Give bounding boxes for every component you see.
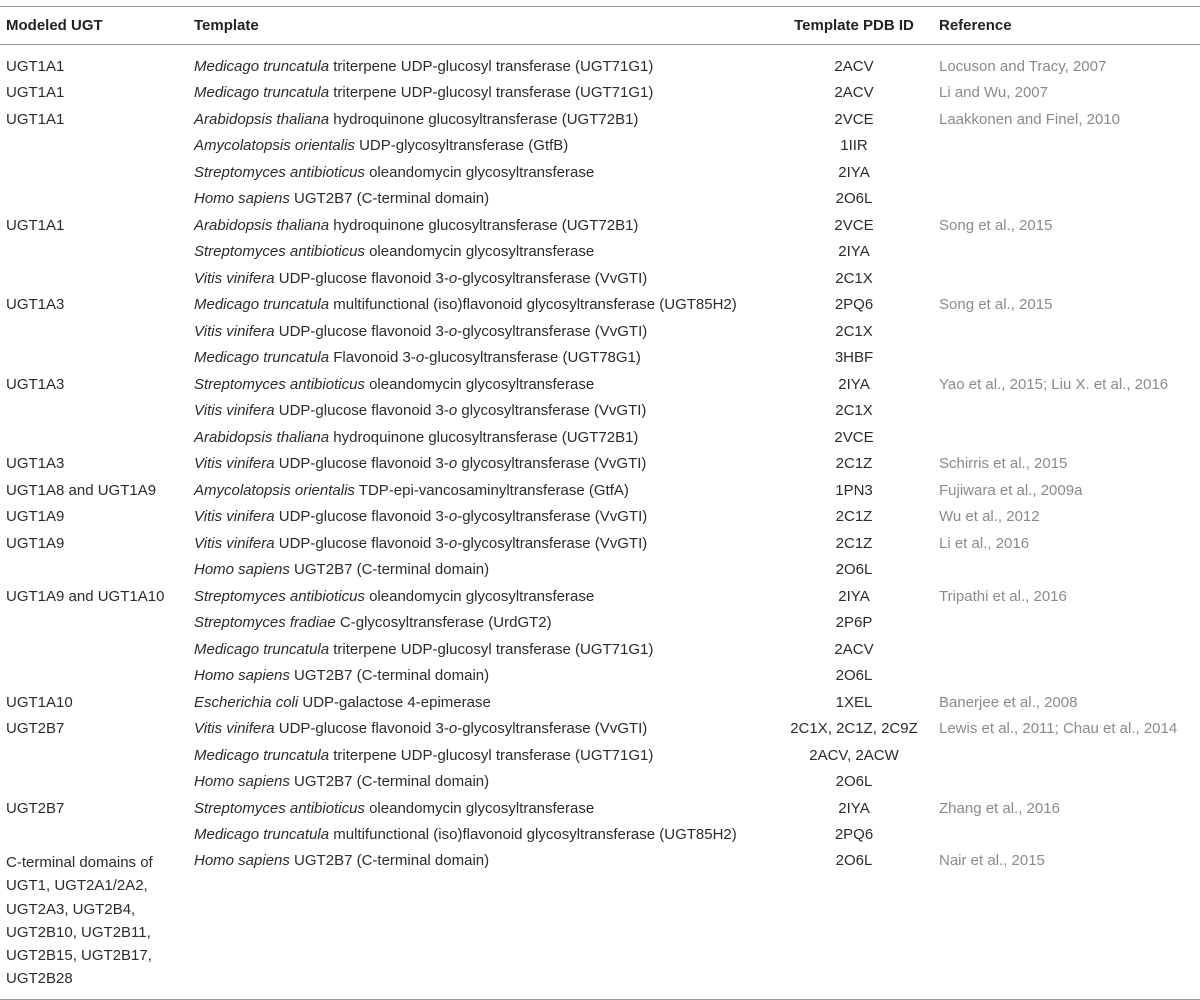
species-name: Vitis vinifera <box>194 534 275 552</box>
table-row <box>0 451 1200 478</box>
template-description: hydroquinone glucosyltransferase (UGT72B1) <box>329 110 639 128</box>
modeled-ugt-cell <box>0 742 188 769</box>
template-cell <box>188 636 775 663</box>
pdb-id-cell: 2VCE <box>834 110 874 128</box>
template-description-suffix: -glucosyltransferase (UGT78G1) <box>424 349 641 367</box>
reference-cell <box>933 769 1200 796</box>
template-cell <box>188 557 775 584</box>
template-description-suffix: -glycosyltransferase (VvGTI) <box>457 508 648 526</box>
species-name: Streptomyces antibioticus <box>194 587 365 605</box>
template-description-suffix: glycosyltransferase (VvGTI) <box>457 455 647 473</box>
template-cell <box>188 716 775 743</box>
species-name: Vitis vinifera <box>194 455 275 473</box>
table-row <box>0 318 1200 345</box>
template-description: oleandomycin glycosyltransferase <box>364 375 595 393</box>
template-cell <box>188 345 775 372</box>
italic-o: o <box>415 349 425 367</box>
template-cell <box>188 769 775 796</box>
species-name: Streptomyces fradiae <box>194 614 336 632</box>
species-name: Vitis vinifera <box>194 508 275 526</box>
template-description: triterpene UDP-glucosyl transferase (UGT71G1) <box>329 640 654 658</box>
template-cell <box>188 159 775 186</box>
table-row <box>0 848 1200 999</box>
modeled-ugt-cell <box>0 610 188 637</box>
table-row <box>0 265 1200 292</box>
reference-cell <box>933 318 1200 345</box>
template-description: UDP-galactose 4-epimerase <box>298 693 491 711</box>
table-row <box>0 345 1200 372</box>
table-row <box>0 530 1200 557</box>
modeled-ugt-cell <box>0 265 188 292</box>
pdb-id-cell: 2VCE <box>834 216 874 234</box>
pdb-id-cell: 2VCE <box>834 428 874 446</box>
table-row <box>0 583 1200 610</box>
template-description: UDP-glucose flavonoid 3- <box>274 508 449 526</box>
reference-cell <box>933 133 1200 160</box>
template-description: UDP-glucose flavonoid 3- <box>274 322 449 340</box>
pdb-id-cell: 2O6L <box>775 848 933 999</box>
template-description: hydroquinone glucosyltransferase (UGT72B1) <box>329 216 639 234</box>
template-description: oleandomycin glycosyltransferase <box>364 243 595 261</box>
template-description: UDP-glycosyltransferase (GtfB) <box>354 137 569 155</box>
template-cell <box>188 689 775 716</box>
table-row <box>0 133 1200 160</box>
template-description: UDP-glucose flavonoid 3- <box>274 269 449 287</box>
pdb-id-cell: 1XEL <box>835 693 873 711</box>
template-description: UGT2B7 (C-terminal domain) <box>289 667 490 685</box>
pdb-id-cell: 2PQ6 <box>834 826 874 844</box>
reference-cell: Laakkonen and Finel, 2010 <box>939 110 1120 128</box>
modeled-ugt-cell: UGT1A3 <box>6 455 65 473</box>
modeled-ugt-cell: UGT1A3 <box>6 375 65 393</box>
template-cell <box>188 318 775 345</box>
modeled-ugt-cell: UGT1A8 and UGT1A9 <box>6 481 157 499</box>
table-row <box>0 557 1200 584</box>
template-cell <box>188 398 775 425</box>
table-row <box>0 769 1200 796</box>
species-name: Amycolatopsis orientalis <box>194 481 355 499</box>
template-cell <box>188 742 775 769</box>
modeled-ugt-cell: UGT1A1 <box>6 57 65 75</box>
species-name: Medicago truncatula <box>194 57 330 75</box>
table-row <box>0 610 1200 637</box>
modeled-ugt-cell <box>0 345 188 372</box>
template-cell <box>188 133 775 160</box>
species-name: Medicago truncatula <box>194 640 330 658</box>
reference-cell: Yao et al., 2015; Liu X. et al., 2016 <box>939 375 1169 393</box>
table-row <box>0 371 1200 398</box>
modeled-ugt-cell: UGT1A3 <box>6 296 65 314</box>
modeled-ugt-cell <box>0 239 188 266</box>
modeled-ugt-cell: UGT2B7 <box>6 799 65 817</box>
table-row <box>0 106 1200 133</box>
species-name: Streptomyces antibioticus <box>194 163 365 181</box>
modeled-ugt-cell <box>0 663 188 690</box>
modeled-ugt-cell: UGT1A1 <box>6 110 65 128</box>
template-cell <box>188 292 775 319</box>
species-name: Arabidopsis thaliana <box>194 110 330 128</box>
reference-cell: Locuson and Tracy, 2007 <box>939 57 1107 75</box>
table-row <box>0 186 1200 213</box>
template-description-suffix: -glycosyltransferase (VvGTI) <box>457 269 648 287</box>
pdb-id-cell: 2P6P <box>835 614 873 632</box>
modeled-ugt-cell: UGT1A9 <box>6 534 65 552</box>
italic-o: o <box>448 402 458 420</box>
template-description: UGT2B7 (C-terminal domain) <box>289 561 490 579</box>
reference-cell <box>933 636 1200 663</box>
template-cell <box>188 239 775 266</box>
reference-cell <box>933 345 1200 372</box>
table-row <box>0 477 1200 504</box>
italic-o: o <box>448 508 458 526</box>
table-row <box>0 398 1200 425</box>
reference-cell <box>933 159 1200 186</box>
template-cell <box>188 265 775 292</box>
pdb-id-cell: 2IYA <box>838 243 870 261</box>
pdb-id-cell: 2C1X <box>835 269 873 287</box>
modeled-ugt-cell <box>0 424 188 451</box>
header-reference: Reference <box>933 7 1200 45</box>
modeled-ugt-cell: UGT2B7 <box>6 720 65 738</box>
template-description: UGT2B7 (C-terminal domain) <box>289 852 490 869</box>
reference-cell: Fujiwara et al., 2009a <box>939 481 1083 499</box>
template-description: multifunctional (iso)flavonoid glycosyltransferase (UGT85H2) <box>329 826 737 844</box>
template-description: hydroquinone glucosyltransferase (UGT72B1) <box>329 428 639 446</box>
species-name: Amycolatopsis orientalis <box>194 137 355 155</box>
template-cell <box>188 822 775 849</box>
pdb-id-cell: 2C1Z <box>835 534 873 552</box>
template-description: UDP-glucose flavonoid 3- <box>274 402 449 420</box>
pdb-id-cell: 2C1X, 2C1Z, 2C9Z <box>790 720 918 738</box>
template-cell <box>188 530 775 557</box>
modeled-ugt-cell: UGT1A9 and UGT1A10 <box>6 587 165 605</box>
reference-cell <box>933 424 1200 451</box>
template-cell <box>188 663 775 690</box>
pdb-id-cell: 2PQ6 <box>834 296 874 314</box>
reference-cell: Li et al., 2016 <box>939 534 1030 552</box>
pdb-id-cell: 2IYA <box>838 587 870 605</box>
species-name: Medicago truncatula <box>194 826 330 844</box>
pdb-id-cell: 2C1Z <box>835 508 873 526</box>
table-row <box>0 822 1200 849</box>
template-cell <box>188 106 775 133</box>
table-row <box>0 795 1200 822</box>
pdb-id-cell: 2C1X <box>835 402 873 420</box>
template-cell <box>188 795 775 822</box>
template-description-suffix: -glycosyltransferase (VvGTI) <box>457 322 648 340</box>
pdb-id-cell: 2O6L <box>835 190 873 208</box>
table-row <box>0 663 1200 690</box>
table-row <box>0 212 1200 239</box>
template-cell <box>188 504 775 531</box>
header-modeled-ugt: Modeled UGT <box>0 7 188 45</box>
template-description: multifunctional (iso)flavonoid glycosyltransferase (UGT85H2) <box>329 296 737 314</box>
table-row <box>0 45 1200 80</box>
pdb-id-cell: 2IYA <box>838 375 870 393</box>
pdb-id-cell: 2ACV <box>834 57 874 75</box>
pdb-id-cell: 2O6L <box>835 773 873 791</box>
template-cell <box>188 451 775 478</box>
pdb-id-cell: 2O6L <box>835 561 873 579</box>
italic-o: o <box>448 534 458 552</box>
template-description: oleandomycin glycosyltransferase <box>364 587 595 605</box>
template-description: triterpene UDP-glucosyl transferase (UGT71G1) <box>329 57 654 75</box>
modeled-ugt-cell <box>0 159 188 186</box>
species-name: Streptomyces antibioticus <box>194 243 365 261</box>
pdb-id-cell: 1IIR <box>840 137 868 155</box>
template-description: oleandomycin glycosyltransferase <box>364 799 595 817</box>
template-cell <box>188 371 775 398</box>
template-cell <box>188 186 775 213</box>
template-cell <box>188 583 775 610</box>
template-description: UDP-glucose flavonoid 3- <box>274 720 449 738</box>
reference-cell: Tripathi et al., 2016 <box>939 587 1067 605</box>
species-name: Homo sapiens <box>194 852 290 869</box>
reference-cell: Zhang et al., 2016 <box>939 799 1060 817</box>
modeled-ugt-cell <box>0 186 188 213</box>
species-name: Homo sapiens <box>194 667 290 685</box>
template-description: Flavonoid 3- <box>329 349 416 367</box>
species-name: Arabidopsis thaliana <box>194 216 330 234</box>
template-description-suffix: glycosyltransferase (VvGTI) <box>457 402 647 420</box>
template-description: UGT2B7 (C-terminal domain) <box>289 773 490 791</box>
template-description: oleandomycin glycosyltransferase <box>364 163 595 181</box>
pdb-id-cell: 2C1Z <box>835 455 873 473</box>
table-row <box>0 504 1200 531</box>
template-description: TDP-epi-vancosaminyltransferase (GtfA) <box>354 481 629 499</box>
pdb-id-cell: 1PN3 <box>835 481 873 499</box>
italic-o: o <box>448 322 458 340</box>
species-name: Vitis vinifera <box>194 269 275 287</box>
modeled-ugt-cell <box>0 133 188 160</box>
reference-cell: Wu et al., 2012 <box>939 508 1040 526</box>
pdb-id-cell: 2IYA <box>838 799 870 817</box>
table-row <box>0 424 1200 451</box>
table-body <box>0 45 1200 1000</box>
italic-o: o <box>448 269 458 287</box>
modeled-ugt-cell <box>0 398 188 425</box>
reference-cell: Song et al., 2015 <box>939 216 1053 234</box>
reference-cell <box>933 557 1200 584</box>
pdb-id-cell: 2ACV <box>834 84 874 102</box>
reference-cell: Lewis et al., 2011; Chau et al., 2014 <box>939 720 1178 738</box>
modeled-ugt-cell: UGT1A1 <box>6 84 65 102</box>
table-row <box>0 80 1200 107</box>
species-name: Vitis vinifera <box>194 402 275 420</box>
table-row <box>0 716 1200 743</box>
species-name: Medicago truncatula <box>194 84 330 102</box>
reference-cell <box>933 398 1200 425</box>
modeled-ugt-cell <box>0 636 188 663</box>
template-description: C-glycosyltransferase (UrdGT2) <box>335 614 552 632</box>
species-name: Arabidopsis thaliana <box>194 428 330 446</box>
table-row <box>0 689 1200 716</box>
italic-o: o <box>448 455 458 473</box>
reference-cell: Nair et al., 2015 <box>933 848 1200 999</box>
header-template-pdb-id: Template PDB ID <box>775 7 933 45</box>
template-description: UGT2B7 (C-terminal domain) <box>289 190 490 208</box>
species-name: Escherichia coli <box>194 693 299 711</box>
template-cell <box>188 80 775 107</box>
reference-cell <box>933 663 1200 690</box>
template-cell <box>188 212 775 239</box>
modeled-ugt-cell: UGT1A1 <box>6 216 65 234</box>
species-name: Homo sapiens <box>194 561 290 579</box>
template-description: UDP-glucose flavonoid 3- <box>274 534 449 552</box>
reference-cell: Song et al., 2015 <box>939 296 1053 314</box>
header-row <box>0 7 1200 45</box>
species-name: Medicago truncatula <box>194 296 330 314</box>
reference-cell <box>933 822 1200 849</box>
template-description: triterpene UDP-glucosyl transferase (UGT71G1) <box>329 746 654 764</box>
pdb-id-cell: 2C1X <box>835 322 873 340</box>
modeled-ugt-cell: UGT1A10 <box>6 693 73 711</box>
template-description: triterpene UDP-glucosyl transferase (UGT71G1) <box>329 84 654 102</box>
header-template: Template <box>188 7 775 45</box>
table-row <box>0 239 1200 266</box>
species-name: Homo sapiens <box>194 190 290 208</box>
reference-cell: Li and Wu, 2007 <box>939 84 1048 102</box>
pdb-id-cell: 2ACV <box>834 640 874 658</box>
species-name: Streptomyces antibioticus <box>194 799 365 817</box>
species-name: Medicago truncatula <box>194 349 330 367</box>
reference-cell <box>933 265 1200 292</box>
italic-o: o <box>448 720 458 738</box>
modeled-ugt-cell <box>0 557 188 584</box>
modeled-ugt-cell: UGT1A9 <box>6 508 65 526</box>
table-row <box>0 742 1200 769</box>
species-name: Vitis vinifera <box>194 322 275 340</box>
table-row <box>0 159 1200 186</box>
reference-cell <box>933 186 1200 213</box>
template-cell <box>188 45 775 80</box>
template-cell <box>188 424 775 451</box>
species-name: Medicago truncatula <box>194 746 330 764</box>
reference-cell: Schirris et al., 2015 <box>939 455 1068 473</box>
template-description: UDP-glucose flavonoid 3- <box>274 455 449 473</box>
pdb-id-cell: 3HBF <box>834 349 874 367</box>
species-name: Streptomyces antibioticus <box>194 375 365 393</box>
species-name: Homo sapiens <box>194 773 290 791</box>
reference-cell <box>933 610 1200 637</box>
modeled-ugt-cell <box>0 769 188 796</box>
template-cell <box>188 848 775 999</box>
template-description-suffix: -glycosyltransferase (VvGTI) <box>457 720 648 738</box>
template-description-suffix: -glycosyltransferase (VvGTI) <box>457 534 648 552</box>
table-row <box>0 636 1200 663</box>
ugt-template-table <box>0 6 1200 1000</box>
modeled-ugt-cell <box>0 822 188 849</box>
reference-cell: Banerjee et al., 2008 <box>939 693 1078 711</box>
template-cell <box>188 477 775 504</box>
table-row <box>0 292 1200 319</box>
species-name: Vitis vinifera <box>194 720 275 738</box>
modeled-ugt-cell <box>0 318 188 345</box>
pdb-id-cell: 2O6L <box>835 667 873 685</box>
pdb-id-cell: 2IYA <box>838 163 870 181</box>
modeled-ugt-cell: C-terminal domains of UGT1, UGT2A1/2A2, UGT2A3, UGT2B4, UGT2B10, UGT2B11, UGT2B15, UGT2B17, UGT2B28 <box>0 848 188 999</box>
reference-cell <box>933 239 1200 266</box>
reference-cell <box>933 742 1200 769</box>
template-cell <box>188 610 775 637</box>
pdb-id-cell: 2ACV, 2ACW <box>809 746 899 764</box>
